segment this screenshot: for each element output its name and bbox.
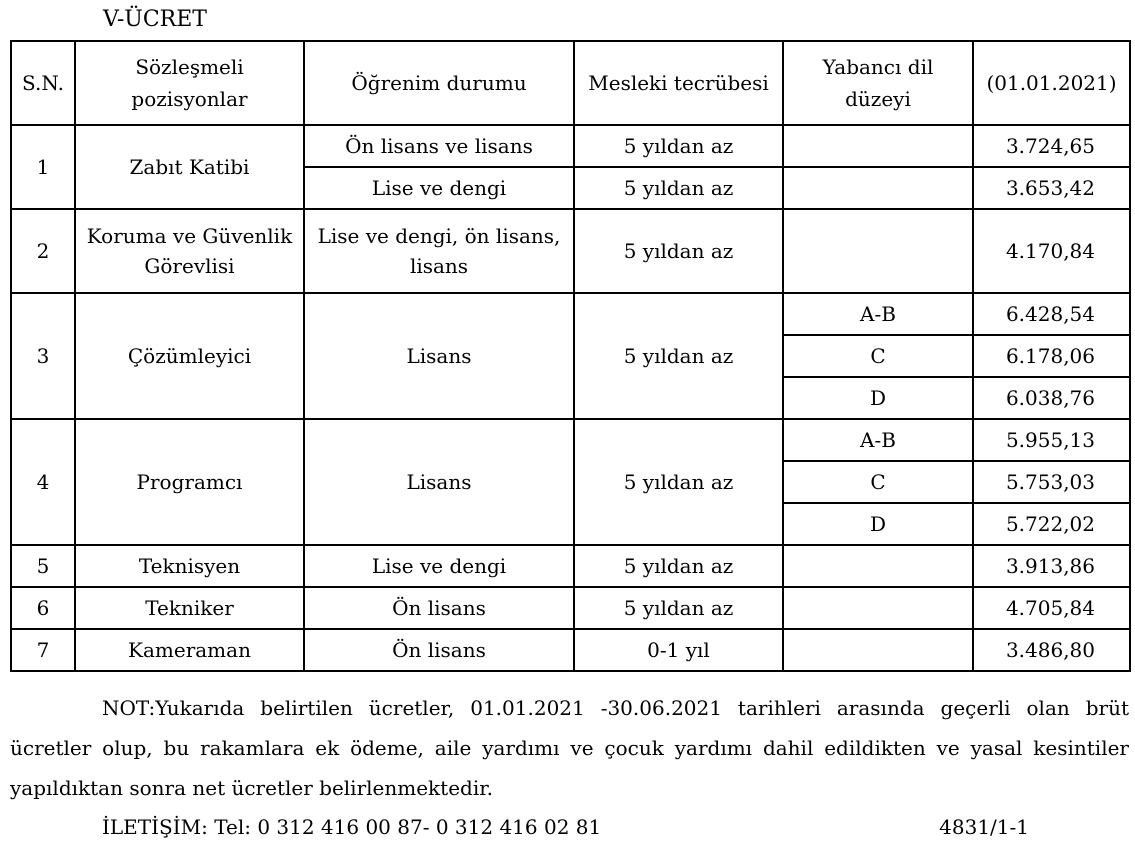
cell-experience: 5 yıldan az — [574, 293, 783, 419]
cell-salary: 4.705,84 — [973, 587, 1130, 629]
cell-education: Lisans — [304, 419, 574, 545]
cell-language — [783, 125, 973, 167]
header-sn: S.N. — [11, 41, 75, 125]
cell-salary: 6.038,76 — [973, 377, 1130, 419]
section-title: V-ÜCRET — [103, 7, 207, 32]
cell-language: C — [783, 461, 973, 503]
table-row — [11, 125, 1130, 167]
header-position: Sözleşmeli pozisyonlar — [75, 41, 304, 125]
cell-sn: 2 — [11, 209, 75, 293]
cell-experience: 5 yıldan az — [574, 587, 783, 629]
table-row — [11, 293, 1130, 335]
cell-language: A-B — [783, 419, 973, 461]
cell-experience: 5 yıldan az — [574, 167, 783, 209]
cell-language — [783, 167, 973, 209]
header-language: Yabancı dil düzeyi — [783, 41, 973, 125]
cell-experience: 5 yıldan az — [574, 545, 783, 587]
contact-line — [102, 809, 1029, 845]
table-row — [11, 629, 1130, 671]
cell-education: Lisans — [304, 293, 574, 419]
cell-position: Teknisyen — [75, 545, 304, 587]
cell-language: C — [783, 335, 973, 377]
cell-salary: 3.653,42 — [973, 167, 1130, 209]
cell-position: Programcı — [75, 419, 304, 545]
cell-position: Çözümleyici — [75, 293, 304, 419]
cell-experience: 5 yıldan az — [574, 125, 783, 167]
table-row — [11, 545, 1130, 587]
header-experience: Mesleki tecrübesi — [574, 41, 783, 125]
cell-education: Ön lisans — [304, 587, 574, 629]
cell-sn: 6 — [11, 587, 75, 629]
cell-language: D — [783, 377, 973, 419]
cell-salary: 5.722,02 — [973, 503, 1130, 545]
cell-position: Zabıt Katibi — [75, 125, 304, 209]
cell-salary: 4.170,84 — [973, 209, 1130, 293]
cell-sn: 1 — [11, 125, 75, 209]
cell-salary: 6.178,06 — [973, 335, 1130, 377]
contact-phone: İLETİŞİM: Tel: 0 312 416 00 87- 0 312 416 02 81 — [102, 815, 602, 839]
cell-language — [783, 545, 973, 587]
cell-experience: 5 yıldan az — [574, 209, 783, 293]
cell-salary: 5.955,13 — [973, 419, 1130, 461]
note-paragraph: NOT:Yukarıda belirtilen ücretler, 01.01.2021 -30.06.2021 tarihleri arasında geçerli olan brüt ücretler olup, bu rakamlara ek ödeme, aile yardımı ve çocuk yardımı dahil edildikten ve yasal kesintiler yapıldıktan sonra net ücretler belirlenmektedir. — [10, 696, 1129, 800]
cell-sn: 3 — [11, 293, 75, 419]
cell-experience: 0-1 yıl — [574, 629, 783, 671]
salary-table — [10, 40, 1131, 672]
cell-education: Ön lisans — [304, 629, 574, 671]
table-row — [11, 419, 1130, 461]
document-code: 4831/1-1 — [939, 815, 1029, 839]
cell-sn: 5 — [11, 545, 75, 587]
cell-salary: 3.486,80 — [973, 629, 1130, 671]
table-row — [11, 587, 1130, 629]
cell-education: Ön lisans ve lisans — [304, 125, 574, 167]
cell-salary: 5.753,03 — [973, 461, 1130, 503]
cell-sn: 7 — [11, 629, 75, 671]
cell-salary: 3.724,65 — [973, 125, 1130, 167]
cell-education: Lise ve dengi — [304, 167, 574, 209]
table-row — [11, 209, 1130, 293]
cell-education: Lise ve dengi, ön lisans, lisans — [304, 209, 574, 293]
cell-position: Tekniker — [75, 587, 304, 629]
table-header-row — [11, 41, 1130, 125]
cell-salary: 6.428,54 — [973, 293, 1130, 335]
cell-salary: 3.913,86 — [973, 545, 1130, 587]
cell-language: A-B — [783, 293, 973, 335]
cell-language: D — [783, 503, 973, 545]
cell-experience: 5 yıldan az — [574, 419, 783, 545]
cell-language — [783, 587, 973, 629]
cell-education: Lise ve dengi — [304, 545, 574, 587]
header-education: Öğrenim durumu — [304, 41, 574, 125]
cell-language — [783, 629, 973, 671]
cell-sn: 4 — [11, 419, 75, 545]
cell-position: Koruma ve Güvenlik Görevlisi — [75, 209, 304, 293]
header-salary: (01.01.2021) — [973, 41, 1130, 125]
cell-language — [783, 209, 973, 293]
cell-position: Kameraman — [75, 629, 304, 671]
